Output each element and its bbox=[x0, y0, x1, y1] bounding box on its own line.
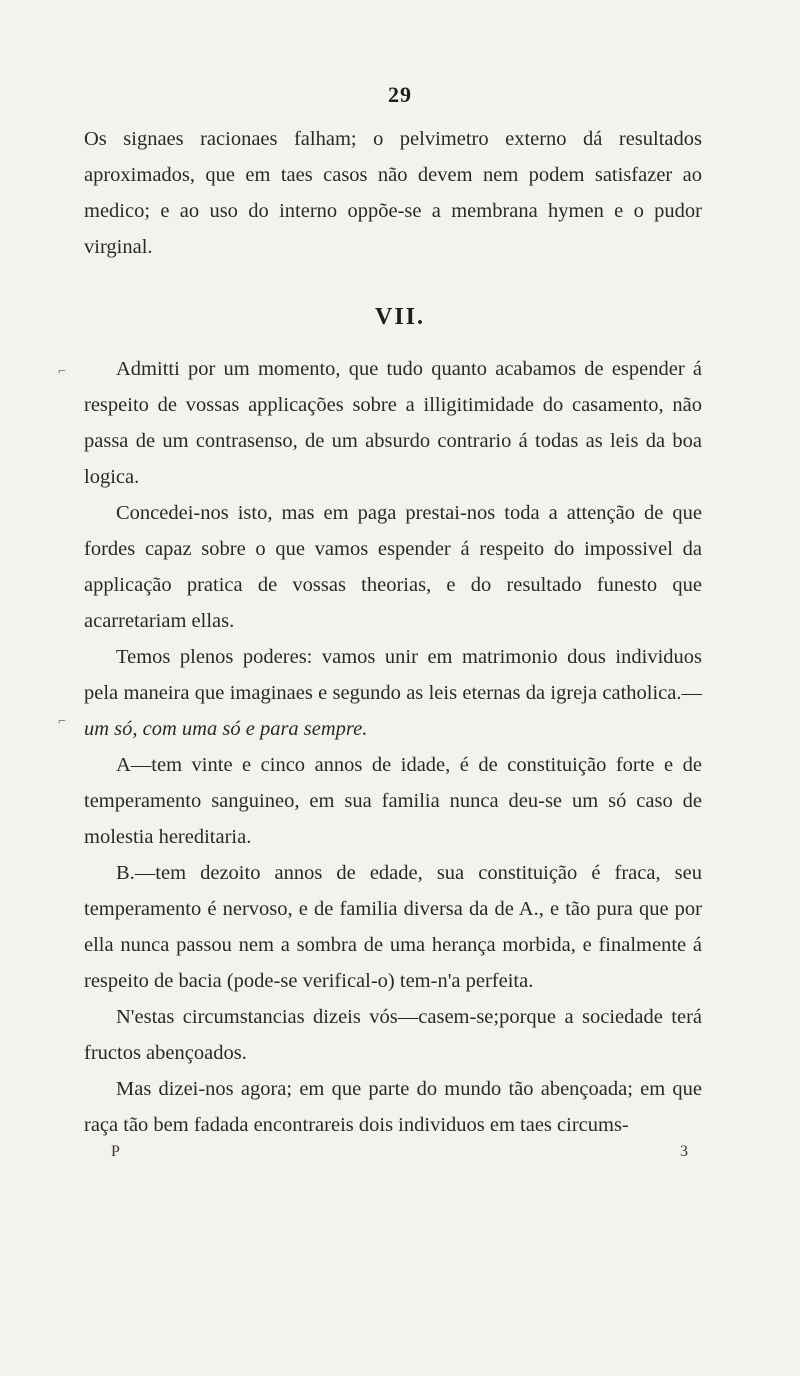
page-number: 29 bbox=[388, 82, 412, 107]
paragraph-3 bbox=[84, 639, 702, 747]
margin-mark-icon: ⌐ bbox=[58, 714, 66, 729]
margin-mark-icon: ⌐ bbox=[58, 364, 66, 379]
paragraph-2: Concedei-nos isto, mas em paga prestai-nos toda a attenção de que fordes capaz sobre o que vamos espender á respeito do impossivel da applicação pratica de vossas theorias, e do resultado funesto que acarretariam ellas. bbox=[84, 502, 702, 632]
paragraph-4: A—tem vinte e cinco annos de idade, é de constituição forte e de temperamento sanguineo, em sua familia nunca deu-se um só caso de molestia hereditaria. bbox=[84, 754, 702, 848]
paragraph-3-text: Temos plenos poderes: vamos unir em matrimonio dous individuos pela maneira que imaginaes e segundo as leis eternas da igreja catholica.— bbox=[84, 646, 702, 704]
section-heading: VII. bbox=[374, 304, 425, 330]
paragraph-6: N'estas circumstancias dizeis vós—casem-se;porque a sociedade terá fructos abençoados. bbox=[84, 1006, 702, 1064]
paragraph-1: Admitti por um momento, que tudo quanto acabamos de espender á respeito de vossas applicações sobre a illigitimidade do casamento, não passa de um contrasenso, de um absurdo contrario á todas as leis da boa logica. bbox=[84, 358, 702, 488]
paragraph-3-italic: um só, com uma só e para sempre. bbox=[84, 718, 368, 740]
paragraph-5: B.—tem dezoito annos de edade, sua constituição é fraca, seu temperamento é nervoso, e de familia diversa da de A., e tão pura que por ella nunca passou nem a sombra de uma herança morbida, e finalmente á respeito de bacia (pode-se verifical-o) tem-n'a perfeita. bbox=[84, 862, 702, 992]
paragraph-7: Mas dizei-nos agora; em que parte do mundo tão abençoada; em que raça tão bem fadada encontrareis dois individuos em taes circums- bbox=[84, 1078, 702, 1136]
opening-paragraph: Os signaes racionaes falham; o pelvimetro externo dá resultados aproximados, que em taes casos não devem nem podem satisfazer ao medico; e ao uso do interno oppõe-se a membrana hymen e o pudor virginal. bbox=[84, 128, 702, 258]
signature-number: 3 bbox=[680, 1143, 688, 1160]
signature-mark: P bbox=[111, 1143, 120, 1160]
